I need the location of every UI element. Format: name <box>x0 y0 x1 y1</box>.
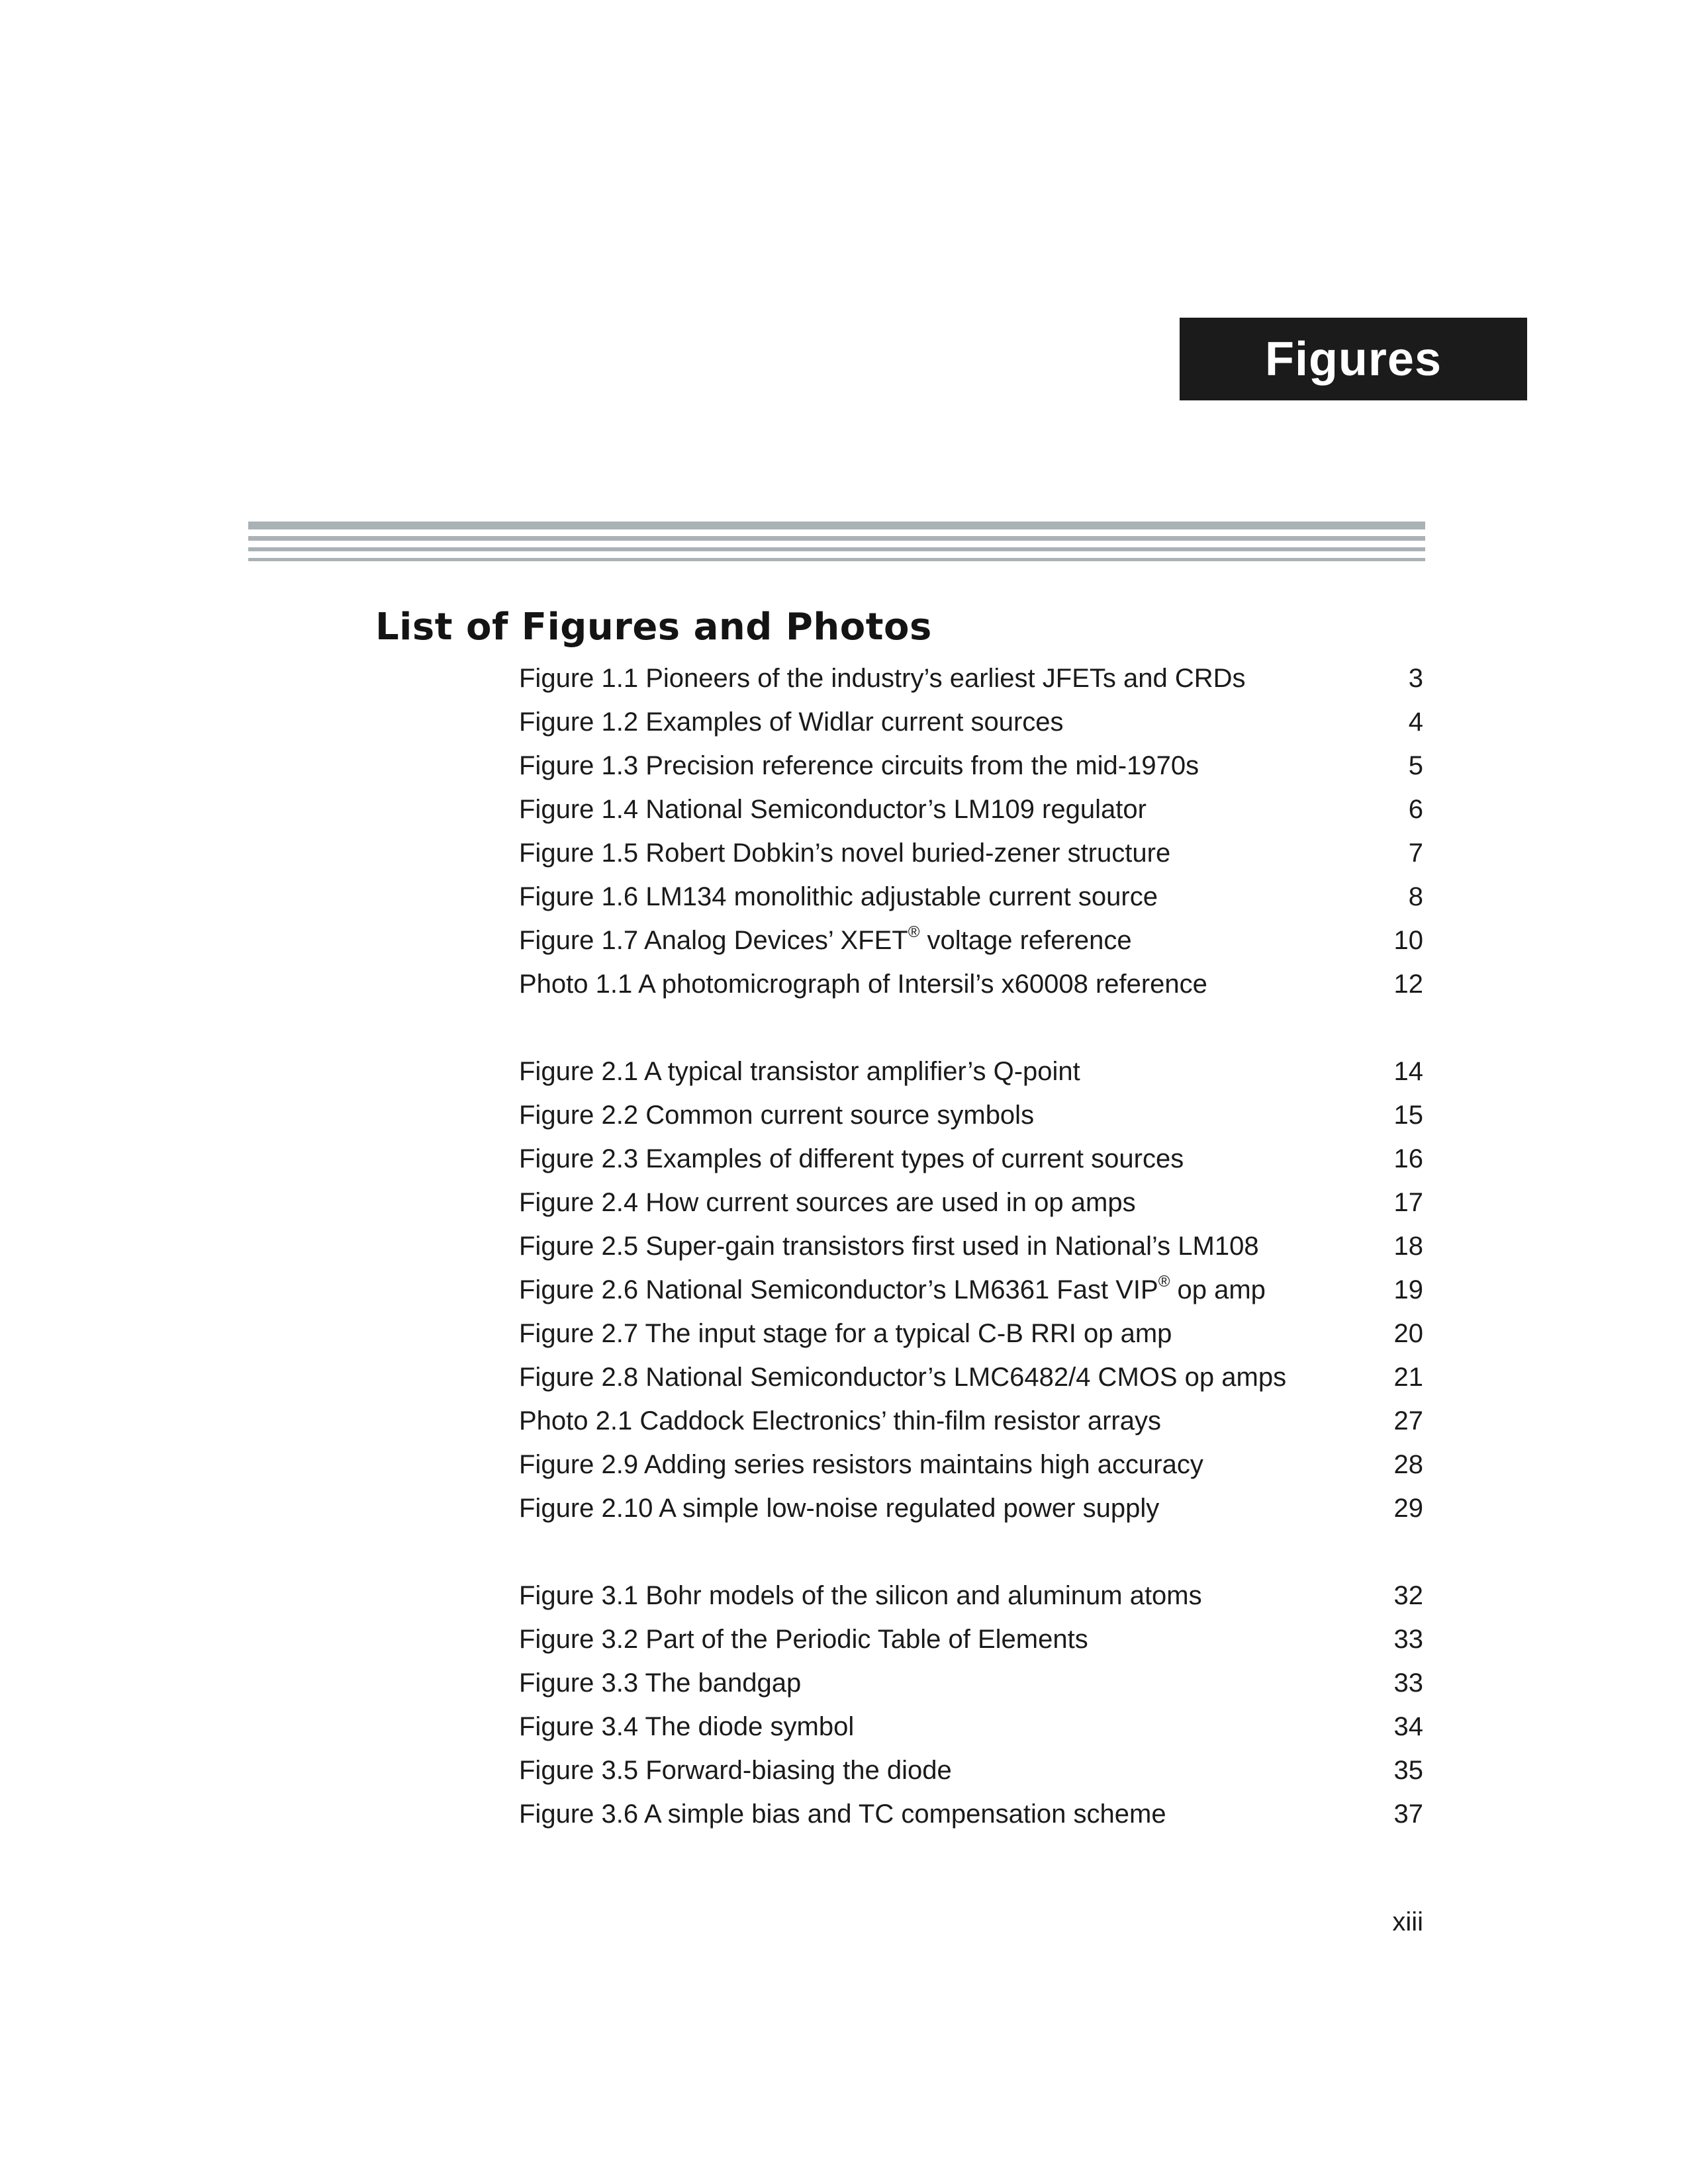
figure-entry-title <box>519 1057 1080 1087</box>
figure-entry-page: 15 <box>1393 1100 1423 1130</box>
figure-entry-title <box>519 923 1132 956</box>
figure-entry <box>519 1312 1423 1355</box>
figure-entry-page: 7 <box>1408 838 1423 868</box>
figure-entry-page: 10 <box>1393 925 1423 955</box>
figure-entry-text: Figure 2.7 The input stage for a typical C-B RRI op amp <box>519 1318 1172 1348</box>
figure-entry-title <box>519 1712 854 1742</box>
figure-entry-title <box>519 970 1207 999</box>
figure-entry-title <box>519 1668 801 1698</box>
figure-entry-page: 16 <box>1393 1144 1423 1173</box>
decorative-rules <box>248 522 1425 568</box>
chapter-banner-label: Figures <box>1264 332 1442 386</box>
figure-entry-title <box>519 1625 1088 1655</box>
figure-entry-title <box>519 1232 1259 1261</box>
figure-entry-text: Figure 2.10 A simple low-noise regulated power supply <box>519 1493 1160 1523</box>
figure-entry-page: 27 <box>1393 1406 1423 1435</box>
figure-entry-text: Figure 1.3 Precision reference circuits from the mid-1970s <box>519 751 1199 780</box>
figure-entry <box>519 700 1423 744</box>
figure-entry-text-suffix: op amp <box>1170 1275 1266 1304</box>
figure-entry <box>519 1749 1423 1792</box>
figure-entry-title <box>519 1272 1266 1305</box>
figure-entry <box>519 831 1423 875</box>
figure-entry <box>519 1181 1423 1224</box>
figure-entry-text: Figure 1.1 Pioneers of the industry’s earliest JFETs and CRDs <box>519 663 1246 693</box>
figure-entry <box>519 1224 1423 1268</box>
figure-entry-page: 21 <box>1393 1362 1423 1392</box>
figure-entry-text: Figure 1.5 Robert Dobkin’s novel buried-zener structure <box>519 838 1171 868</box>
figure-entry <box>519 1661 1423 1705</box>
figure-entry <box>519 1617 1423 1661</box>
figure-entry <box>519 1093 1423 1137</box>
figure-entry-title <box>519 1406 1161 1436</box>
figure-entry-text: Figure 3.4 The diode symbol <box>519 1711 855 1741</box>
figure-entry-text: Figure 2.4 How current sources are used in op amps <box>519 1187 1136 1217</box>
figure-entry <box>519 1355 1423 1399</box>
figure-entry-page: 14 <box>1393 1056 1423 1086</box>
figure-entry-text: Figure 3.6 A simple bias and TC compensation scheme <box>519 1799 1166 1829</box>
figure-entry-text: Figure 2.1 A typical transistor amplifier’s Q-point <box>519 1056 1080 1086</box>
figure-entry-title <box>519 1581 1202 1611</box>
figure-entry-title <box>519 707 1064 737</box>
figure-entry-page: 17 <box>1393 1187 1423 1217</box>
figure-entry-title <box>519 1363 1286 1392</box>
figure-entry-text: Figure 3.5 Forward-biasing the diode <box>519 1755 952 1785</box>
figure-entry-page: 5 <box>1408 751 1423 780</box>
figure-entry-page: 4 <box>1408 707 1423 737</box>
figure-entry-page: 35 <box>1393 1755 1423 1785</box>
figure-entry <box>519 1443 1423 1486</box>
figure-entry-text: Figure 2.8 National Semiconductor’s LMC6482/4 CMOS op amps <box>519 1362 1287 1392</box>
figure-entry-text: Photo 1.1 A photomicrograph of Intersil’s x60008 reference <box>519 969 1207 999</box>
figure-entry-text: Figure 1.2 Examples of Widlar current sources <box>519 707 1064 737</box>
figure-entry-title <box>519 1450 1203 1480</box>
figure-entry-text: Figure 3.2 Part of the Periodic Table of Elements <box>519 1624 1088 1654</box>
figure-entry <box>519 1050 1423 1093</box>
figure-entry-title <box>519 1144 1184 1174</box>
figure-entry <box>519 875 1423 919</box>
figure-entry-page: 37 <box>1393 1799 1423 1829</box>
figure-entry <box>519 744 1423 788</box>
figure-entry <box>519 1399 1423 1443</box>
figure-entry <box>519 1705 1423 1749</box>
figure-entry-title <box>519 1101 1034 1130</box>
figure-entry <box>519 1574 1423 1617</box>
figure-entry-text: Figure 2.6 National Semiconductor’s LM6361 Fast VIP <box>519 1275 1158 1304</box>
figure-entry-text-suffix: voltage reference <box>919 925 1132 955</box>
figure-entry-text: Figure 3.3 The bandgap <box>519 1668 802 1698</box>
figure-entry-page: 18 <box>1393 1231 1423 1261</box>
figure-entry-page: 12 <box>1393 969 1423 999</box>
figure-entry <box>519 1486 1423 1530</box>
figure-entry-title <box>519 1799 1166 1829</box>
figure-entry-title <box>519 1188 1136 1218</box>
registered-mark: ® <box>1158 1272 1170 1291</box>
figure-entry-page: 20 <box>1393 1318 1423 1348</box>
figure-entry-page: 28 <box>1393 1449 1423 1479</box>
figure-entry <box>519 1268 1423 1312</box>
figure-entry <box>519 657 1423 700</box>
figure-entry-text: Photo 2.1 Caddock Electronics’ thin-film resistor arrays <box>519 1406 1161 1435</box>
figure-entry-title <box>519 1319 1172 1349</box>
figure-entry-title <box>519 882 1158 912</box>
figure-entry-text: Figure 2.2 Common current source symbols <box>519 1100 1035 1130</box>
figure-entry-page: 19 <box>1393 1275 1423 1304</box>
figure-entry-title <box>519 1756 952 1786</box>
figure-entry <box>519 919 1423 962</box>
figure-entry-title <box>519 751 1199 781</box>
figure-entry-title <box>519 664 1246 694</box>
figure-entry-text: Figure 2.3 Examples of different types of current sources <box>519 1144 1184 1173</box>
figure-entry-page: 29 <box>1393 1493 1423 1523</box>
figure-entry <box>519 788 1423 831</box>
figure-entry-page: 34 <box>1393 1711 1423 1741</box>
figure-entry-text: Figure 2.9 Adding series resistors maintains high accuracy <box>519 1449 1203 1479</box>
figure-entry-title <box>519 839 1170 868</box>
figure-entry-page: 3 <box>1408 663 1423 693</box>
rule-line <box>248 558 1425 561</box>
figure-entry <box>519 962 1423 1006</box>
rule-line <box>248 547 1425 551</box>
figure-entry-text: Figure 1.6 LM134 monolithic adjustable current source <box>519 882 1158 911</box>
figure-entry-text: Figure 1.4 National Semiconductor’s LM109 regulator <box>519 794 1147 824</box>
figure-entry-page: 32 <box>1393 1580 1423 1610</box>
figure-entry-text: Figure 1.7 Analog Devices’ XFET <box>519 925 908 955</box>
figure-entry-text: Figure 3.1 Bohr models of the silicon and aluminum atoms <box>519 1580 1202 1610</box>
registered-mark: ® <box>908 923 920 941</box>
rule-line <box>248 536 1425 541</box>
figure-entry-text: Figure 2.5 Super-gain transistors first used in National’s LM108 <box>519 1231 1259 1261</box>
rule-line <box>248 522 1425 529</box>
figure-entry-page: 6 <box>1408 794 1423 824</box>
figure-entry-title <box>519 795 1147 825</box>
figure-entry <box>519 1792 1423 1836</box>
figure-entry <box>519 1137 1423 1181</box>
figure-entry-page: 8 <box>1408 882 1423 911</box>
figure-entry-page: 33 <box>1393 1668 1423 1698</box>
chapter-banner <box>1180 318 1527 400</box>
section-heading: List of Figures and Photos <box>375 606 932 649</box>
figure-entry-title <box>519 1494 1159 1524</box>
page-number: xiii <box>1392 1907 1423 1936</box>
figure-entry-page: 33 <box>1393 1624 1423 1654</box>
